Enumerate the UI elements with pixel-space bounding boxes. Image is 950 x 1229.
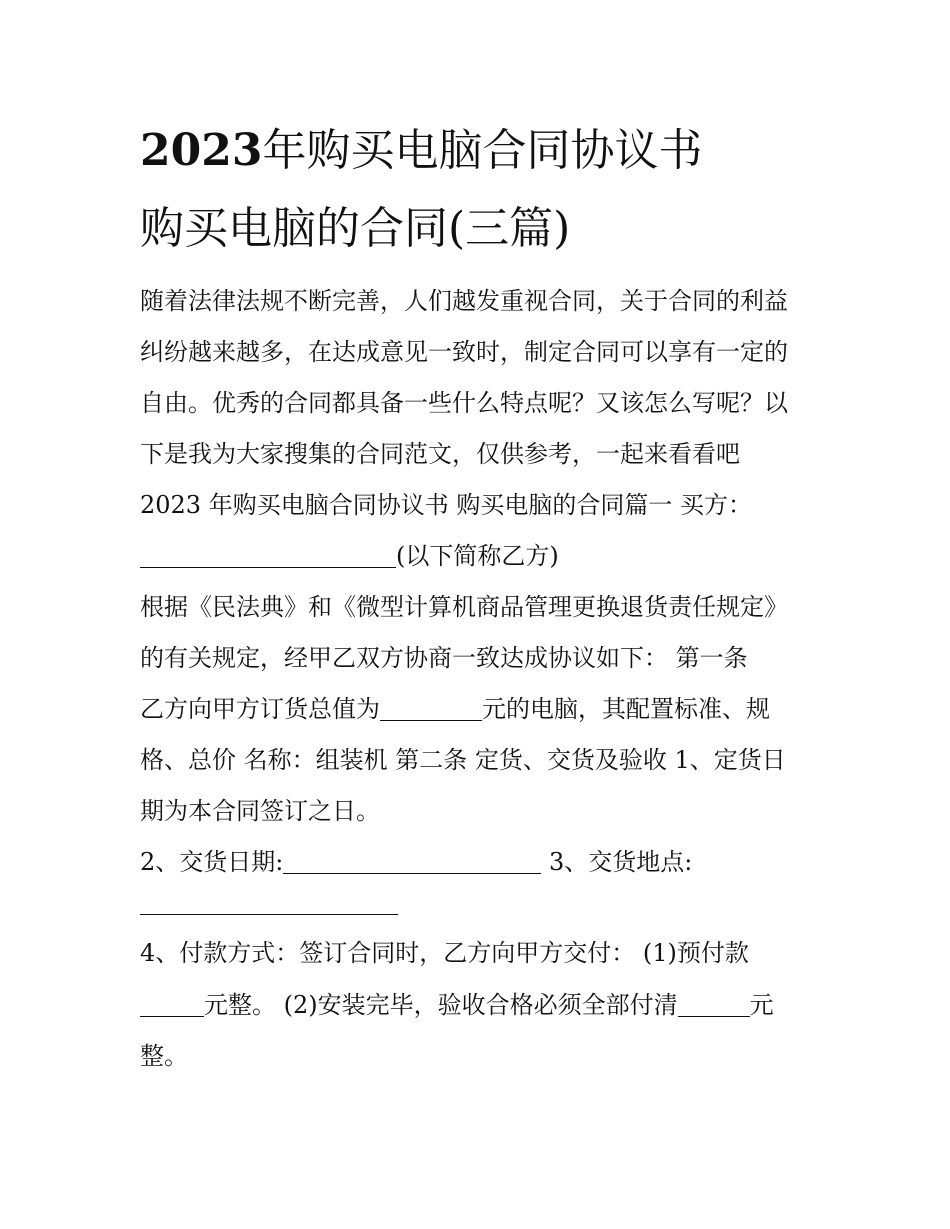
paragraph-line-5: 2023 年购买电脑合同协议书 购买电脑的合同篇一 买方： xyxy=(140,491,752,519)
paragraph-line-last: 整。 xyxy=(140,1042,188,1070)
payment-detail-suffix: 元 xyxy=(749,991,774,1019)
delivery-place-label: 3、交货地点: xyxy=(541,848,693,876)
delivery-place-blank xyxy=(140,913,398,915)
buyer-suffix: (以下简称乙方) xyxy=(396,542,559,570)
title-year: 2023 xyxy=(140,125,263,176)
paragraph-line-8: 的有关规定，经甲乙双方协商一致达成协议如下： 第一条 xyxy=(140,644,748,672)
buyer-blank xyxy=(140,545,396,568)
buyer-line xyxy=(140,541,559,571)
delivery-date-label: 2、交货日期: xyxy=(140,848,284,876)
delivery-line xyxy=(140,847,692,877)
document-title xyxy=(140,112,840,268)
paragraph-line-11: 期为本合同签订之日。 xyxy=(140,797,380,825)
delivery-date-blank xyxy=(283,851,541,874)
paragraph-line-7: 根据《民法典》和《微型计算机商品管理更换退货责任规定》 xyxy=(140,593,788,621)
title-line1-text: 年购买电脑合同协议书 xyxy=(262,125,703,176)
payment-detail-text: 元整。 (2)安装完毕，验收合格必须全部付清 xyxy=(204,991,678,1019)
paragraph-line-10: 格、总价 名称：组装机 第二条 定货、交货及验收 1、定货日 xyxy=(140,746,786,774)
order-total-prefix: 乙方向甲方订货总值为 xyxy=(140,695,380,723)
prepayment-blank xyxy=(140,994,204,1017)
paragraph-line-2: 纠纷越来越多，在达成意见一致时，制定合同可以享有一定的 xyxy=(140,338,788,366)
final-payment-blank xyxy=(678,994,750,1017)
order-total-blank xyxy=(380,698,482,721)
paragraph-line-4: 下是我为大家搜集的合同范文，仅供参考，一起来看看吧 xyxy=(140,440,740,468)
payment-detail-line xyxy=(140,990,774,1020)
order-total-line xyxy=(140,694,770,724)
title-line2-text: 购买电脑的合同(三篇) xyxy=(140,203,571,254)
order-total-suffix: 元的电脑，其配置标准、规 xyxy=(482,695,770,723)
payment-line: 4、付款方式：签订合同时，乙方向甲方交付： (1)预付款 xyxy=(140,939,749,967)
paragraph-line-3: 自由。优秀的合同都具备一些什么特点呢？又该怎么写呢？以 xyxy=(140,389,788,417)
paragraph-line-1: 随着法律法规不断完善，人们越发重视合同，关于合同的利益 xyxy=(140,287,788,315)
